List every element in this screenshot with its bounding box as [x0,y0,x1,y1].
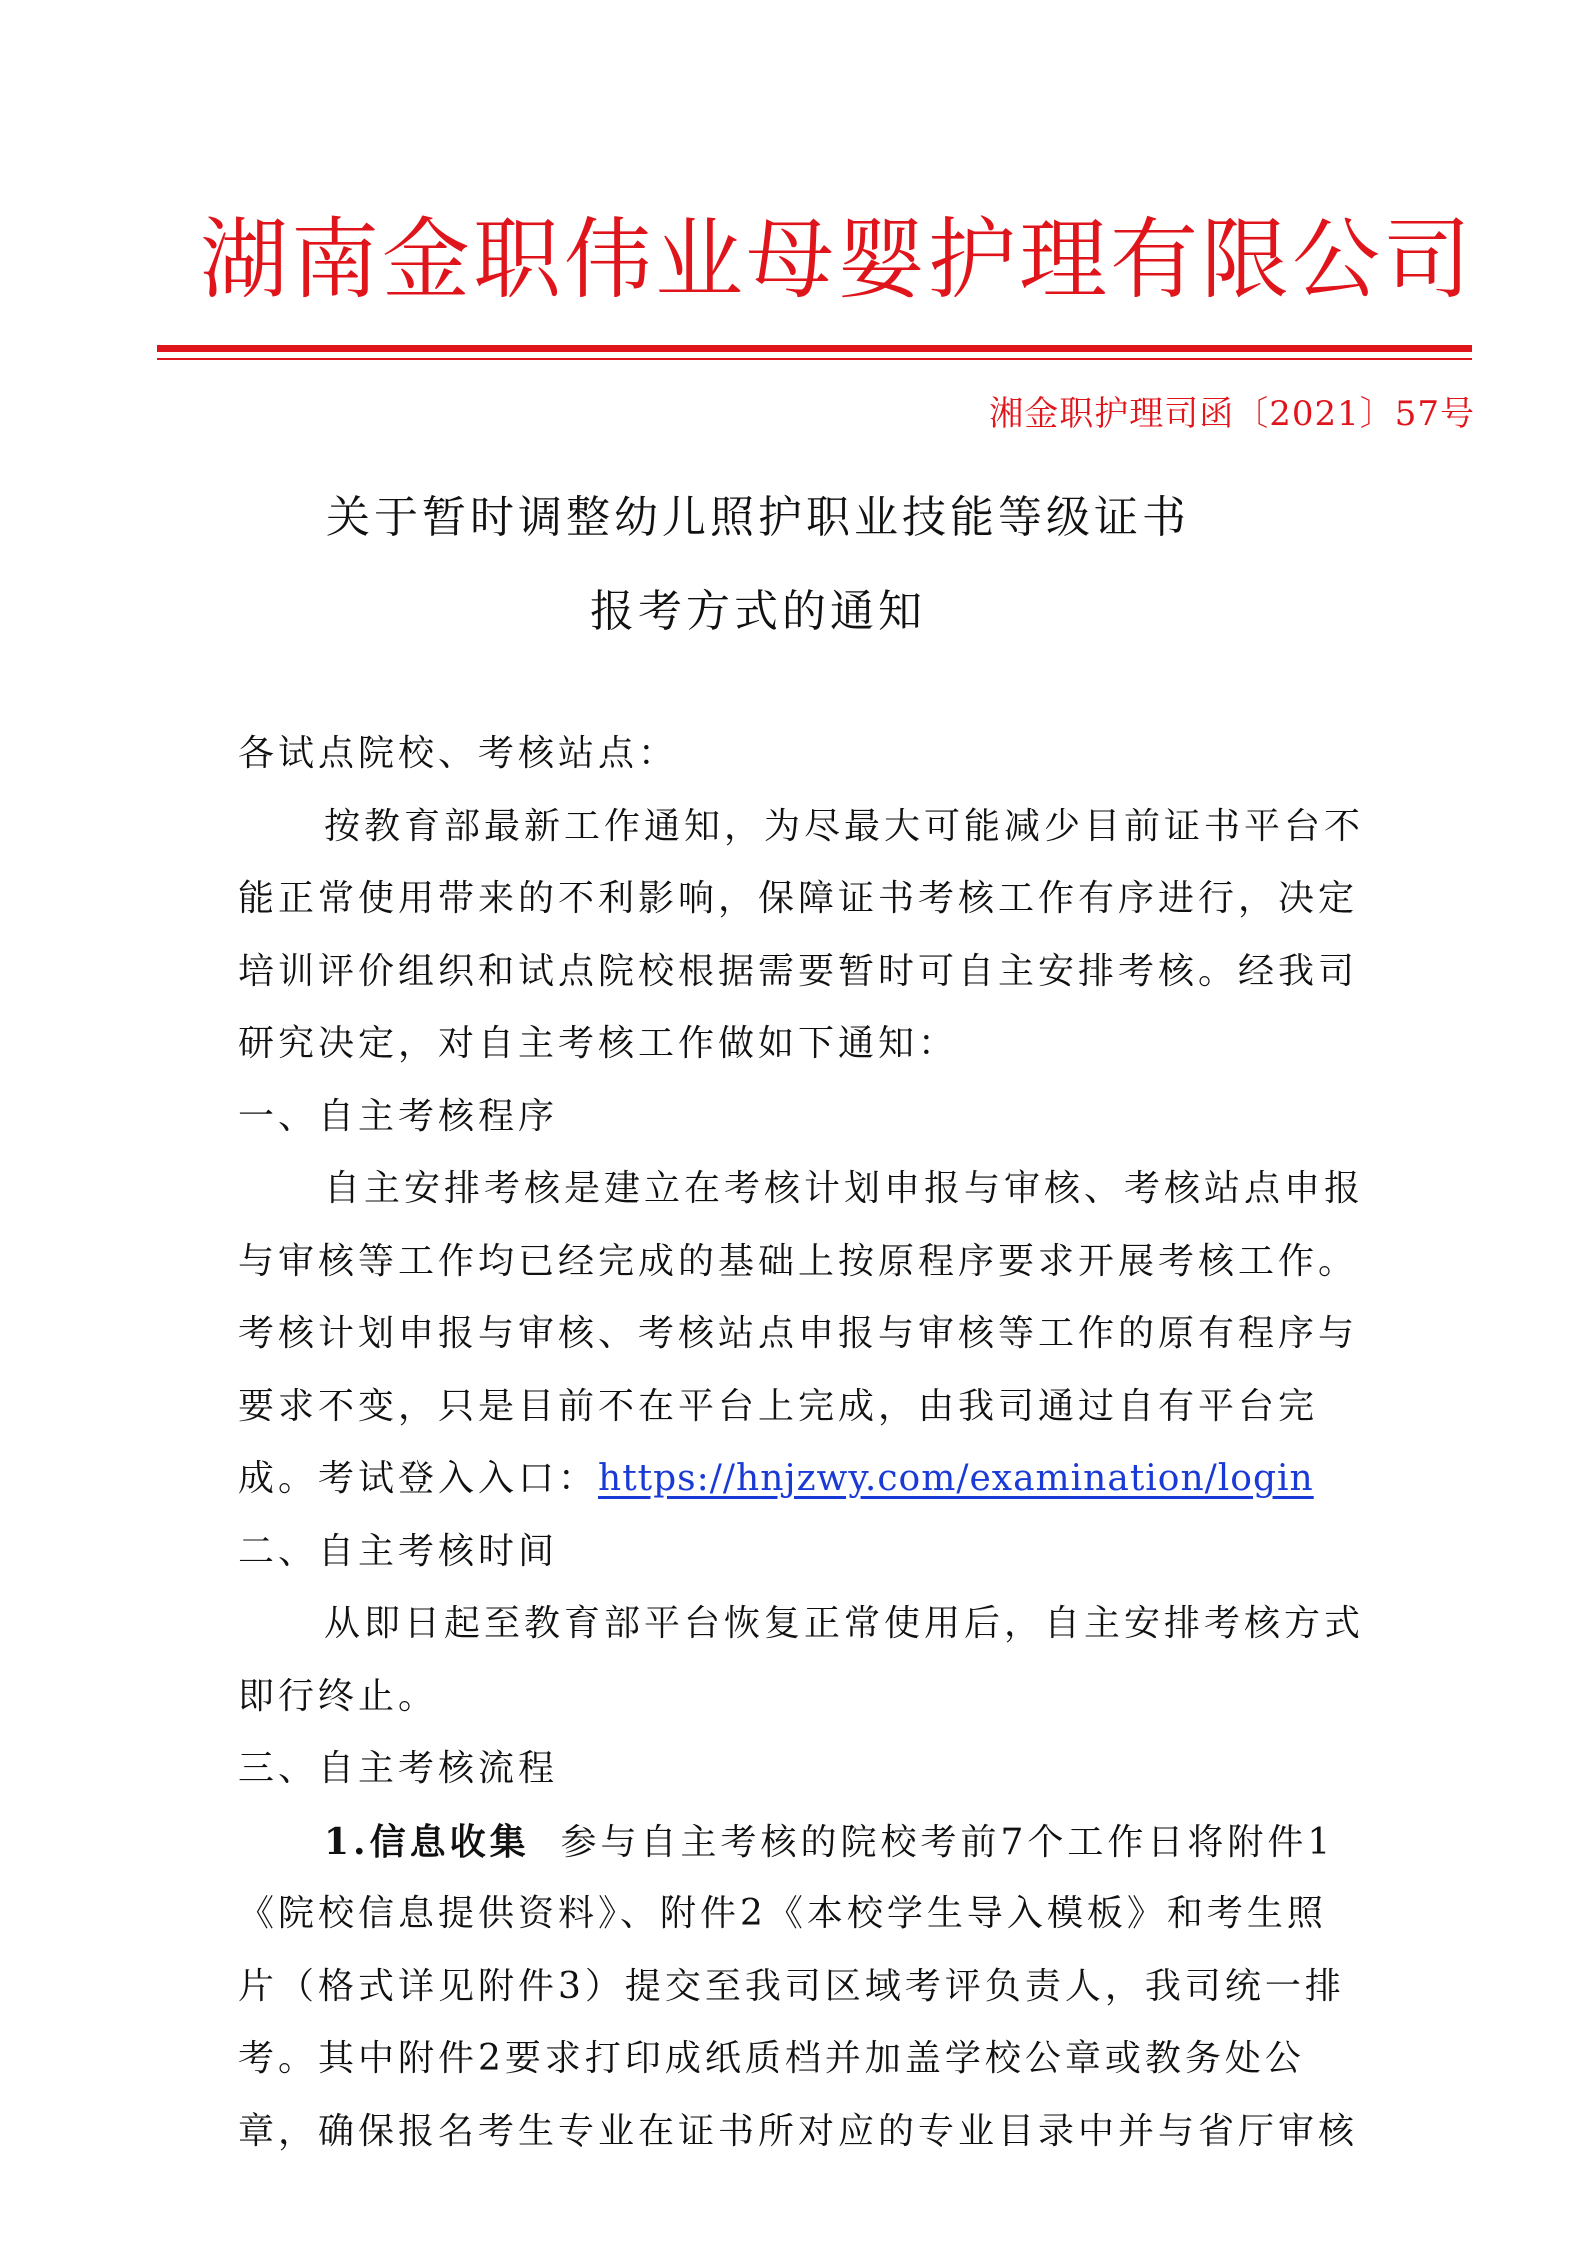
header-rule-thin [157,358,1472,360]
paragraph-line: 与审核等工作均已经完成的基础上按原程序要求开展考核工作。 [238,1240,1359,1282]
salutation: 各试点院校、考核站点： [238,733,679,774]
paragraph-line: 按教育部最新工作通知，为尽最大可能减少目前证书平台不 [324,805,1365,847]
step-label-info-collection: 1.信息收集 [324,1820,530,1863]
paragraph-line: 片（格式详见附件3）提交至我司区域考评负责人，我司统一排 [238,1965,1345,2007]
paragraph-line-with-link [238,1443,1358,1516]
document-title-line-1: 关于暂时调整幼儿照护职业技能等级证书 [326,492,1190,543]
document-body [238,718,1365,2168]
paragraph-line: 考核计划申报与审核、考核站点申报与审核等工作的原有程序与 [238,1313,1359,1354]
paragraph-line [238,1806,1358,1879]
document-title-line-2: 报考方式的通知 [590,586,926,637]
step-text: 参与自主考核的院校考前7个工作日将附件1 [560,1821,1335,1863]
paragraph-line: 研究决定，对自主考核工作做如下通知： [238,1023,959,1064]
login-url-link[interactable]: https://hnjzwy.com/examination/login [598,1458,1314,1499]
login-entry-label: 成。考试登入入口： [238,1458,599,1499]
paragraph-line: 培训评价组织和试点院校根据需要暂时可自主安排考核。经我司 [238,950,1359,992]
paragraph-line: 即行终止。 [238,1675,439,1717]
paragraph-line: 要求不变，只是目前不在平台上完成，由我司通过自有平台完 [238,1385,1319,1427]
paragraph-line: 章，确保报名考生专业在证书所对应的专业目录中并与省厅审核 [238,2110,1359,2152]
header-rule-thick [157,345,1472,352]
paragraph-line: 能正常使用带来的不利影响，保障证书考核工作有序进行，决定 [238,878,1359,919]
section-heading-2: 二、自主考核时间 [238,1530,559,1572]
organization-name: 湖南金职伟业母婴护理有限公司 [200,208,1475,311]
paragraph-line: 从即日起至教育部平台恢复正常使用后，自主安排考核方式 [324,1603,1365,1644]
document-number: 湘金职护理司函〔2021〕57号 [989,394,1475,434]
paragraph-line: 自主安排考核是建立在考核计划申报与审核、考核站点申报 [324,1168,1365,1209]
section-heading-3: 三、自主考核流程 [238,1748,559,1789]
paragraph-line: 《院校信息提供资料》、附件2《本校学生导入模板》和考生照 [238,1893,1327,1934]
paragraph-line: 考。其中附件2要求打印成纸质档并加盖学校公章或教务处公 [238,2038,1305,2079]
section-heading-1: 一、自主考核程序 [238,1095,559,1137]
